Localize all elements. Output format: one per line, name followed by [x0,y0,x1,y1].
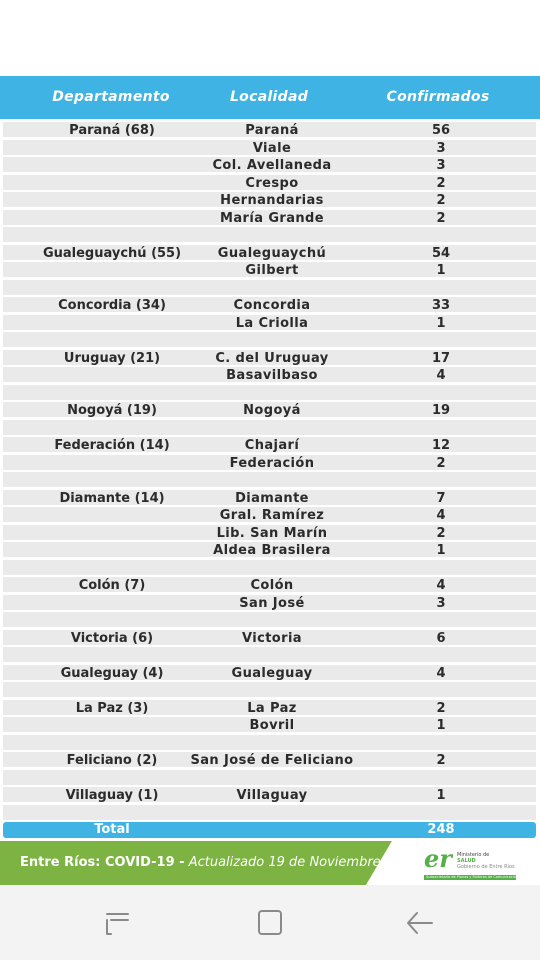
confirmados-cell [378,332,504,349]
confirmados-cell: 4 [436,665,446,681]
confirmados-cell: 2 [436,525,446,541]
localidad-cell: Bovril [249,718,295,733]
android-nav-bar [0,885,540,960]
column-header-localidad: Localidad [229,89,309,105]
localidad-cell: Hernandarias [220,193,324,208]
table-row [3,297,536,312]
table-row [3,787,536,802]
confirmados-cell: 33 [431,298,451,313]
confirmados-cell: 2 [436,700,446,716]
table-header [0,76,540,119]
confirmados-cell: 1 [436,543,446,558]
confirmados-cell [378,682,504,699]
table-row [3,542,536,557]
localidad-cell [166,280,378,297]
table-row [3,245,536,260]
logo-line-1: Ministerio de [457,852,490,858]
departamento-cell: Uruguay (21) [63,350,161,366]
departamento-cell: Nogoyá (19) [67,403,157,418]
confirmados-cell [378,770,504,787]
localidad-cell: Paraná [245,123,299,138]
total-row [3,822,536,838]
localidad-cell [166,647,378,664]
back-icon[interactable] [400,907,440,939]
confirmados-cell: 3 [436,140,446,156]
localidad-cell: La Paz [247,700,297,716]
departamento-cell: Federación (14) [54,438,170,453]
confirmados-cell [378,420,504,437]
localidad-cell: Gualeguaychú [217,245,327,261]
table-row [3,420,536,435]
localidad-cell [166,227,378,244]
localidad-cell: Col. Avellaneda [212,158,332,173]
table-row [3,280,536,295]
localidad-cell [166,560,378,577]
table-row [3,210,536,225]
confirmados-cell: 17 [431,350,451,366]
logo-bar-text: Subsecretaría de Planes y Políticas de Comunicación [426,875,519,879]
table-row [3,507,536,522]
table-row [3,332,536,347]
departamento-cell: Gualeguaychú (55) [42,245,182,261]
footer-title [20,841,381,885]
localidad-cell: Colón [250,578,294,593]
confirmados-cell [378,560,504,577]
table-row [3,385,536,400]
table-row [3,630,536,645]
confirmados-cell: 19 [431,403,451,418]
table-row [3,490,536,505]
table-row [3,595,536,610]
table-row [3,717,536,732]
localidad-cell [166,420,378,437]
localidad-cell: Federación [229,455,315,471]
localidad-cell: Gral. Ramírez [219,508,325,523]
confirmados-cell: 1 [436,788,446,803]
confirmados-cell: 1 [436,315,446,331]
logo-line-2: SALUD [457,858,476,864]
localidad-cell [166,805,378,822]
confirmados-cell [378,385,504,402]
table-row [3,735,536,750]
localidad-cell: San José [239,595,305,611]
confirmados-cell [378,280,504,297]
table-row [3,682,536,697]
table-row [3,315,536,330]
localidad-cell [166,735,378,752]
localidad-cell [166,682,378,699]
table-row [3,367,536,382]
confirmados-cell: 12 [431,438,451,453]
table-row [3,122,536,137]
table-row [3,612,536,627]
logo-mark: er [424,844,452,873]
table-row [3,472,536,487]
table-row [3,157,536,172]
localidad-cell [166,472,378,489]
localidad-cell: Nogoyá [243,403,301,418]
footer-updated-date: Actualizado 19 de Noviembre [188,855,381,870]
localidad-cell: Diamante [235,490,309,506]
localidad-cell: Concordia [233,298,311,313]
confirmados-cell: 56 [431,123,451,138]
table-row [3,770,536,785]
localidad-cell: Viale [252,140,292,156]
logo-bar [424,875,519,880]
footer-banner [0,841,540,885]
table-row [3,402,536,417]
confirmados-cell [378,472,504,489]
departamento-cell: Feliciano (2) [66,753,158,768]
confirmados-cell: 4 [436,578,446,593]
table-row [3,350,536,365]
table-row [3,437,536,452]
localidad-cell [166,612,378,629]
confirmados-cell: 2 [436,210,446,226]
total-value: 248 [427,822,455,837]
confirmados-cell: 2 [436,193,446,208]
confirmados-cell: 1 [436,263,446,278]
localidad-cell: La Criolla [235,315,309,331]
localidad-cell [166,332,378,349]
localidad-cell: Chajarí [244,438,300,453]
confirmados-cell [378,647,504,664]
confirmados-cell: 4 [436,508,446,523]
localidad-cell: Gualeguay [231,665,313,681]
table-row [3,227,536,242]
confirmados-cell: 6 [436,630,446,646]
table-row [3,192,536,207]
table-row [3,700,536,715]
confirmados-cell: 2 [436,455,446,471]
localidad-cell: Aldea Brasilera [213,543,331,558]
table-row [3,525,536,540]
recent-apps-icon[interactable] [98,907,138,939]
confirmados-cell [378,227,504,244]
localidad-cell: Gilbert [245,263,299,278]
table-row [3,752,536,767]
departamento-cell: Victoria (6) [70,630,154,646]
departamento-cell: Villaguay (1) [65,788,159,803]
table-row [3,560,536,575]
table-row [3,805,536,820]
home-icon[interactable] [250,907,290,939]
ministry-logo [424,845,524,881]
confirmados-cell: 3 [436,595,446,611]
status-area [0,0,540,76]
departamento-cell: Gualeguay (4) [60,665,164,681]
column-header-confirmados: Confirmados [386,89,490,105]
confirmados-cell: 3 [436,158,446,173]
localidad-cell: María Grande [220,210,324,226]
confirmados-cell: 54 [431,245,451,261]
cases-table [0,119,540,839]
localidad-cell: Villaguay [236,788,308,803]
localidad-cell: C. del Uruguay [215,350,329,366]
confirmados-cell: 1 [436,718,446,733]
confirmados-cell [378,805,504,822]
departamento-cell: La Paz (3) [75,700,149,716]
total-label: Total [94,822,130,837]
localidad-cell: Lib. San Marín [216,525,328,541]
table-row [3,455,536,470]
departamento-cell: Concordia (34) [58,298,166,313]
table-row [3,665,536,680]
confirmados-cell: 7 [436,490,446,506]
table-row [3,577,536,592]
confirmados-cell: 2 [436,753,446,768]
confirmados-cell: 2 [436,175,446,191]
confirmados-cell [378,735,504,752]
departamento-cell: Paraná (68) [69,123,155,138]
localidad-cell [166,770,378,787]
table-row [3,262,536,277]
table-row [3,140,536,155]
footer-title-strong: Entre Ríos: COVID-19 - [20,855,185,870]
column-header-departamento: Departamento [52,89,170,105]
localidad-cell: San José de Feliciano [190,753,354,768]
confirmados-cell: 4 [436,368,446,383]
logo-line-3: Gobierno de Entre Ríos [457,864,515,870]
localidad-cell: Crespo [245,175,299,191]
confirmados-cell [378,612,504,629]
localidad-cell: Basavilbaso [226,368,318,383]
localidad-cell: Victoria [242,630,302,646]
departamento-cell: Colón (7) [78,578,146,593]
table-row [3,175,536,190]
departamento-cell: Diamante (14) [59,490,165,506]
localidad-cell [166,385,378,402]
table-row [3,647,536,662]
